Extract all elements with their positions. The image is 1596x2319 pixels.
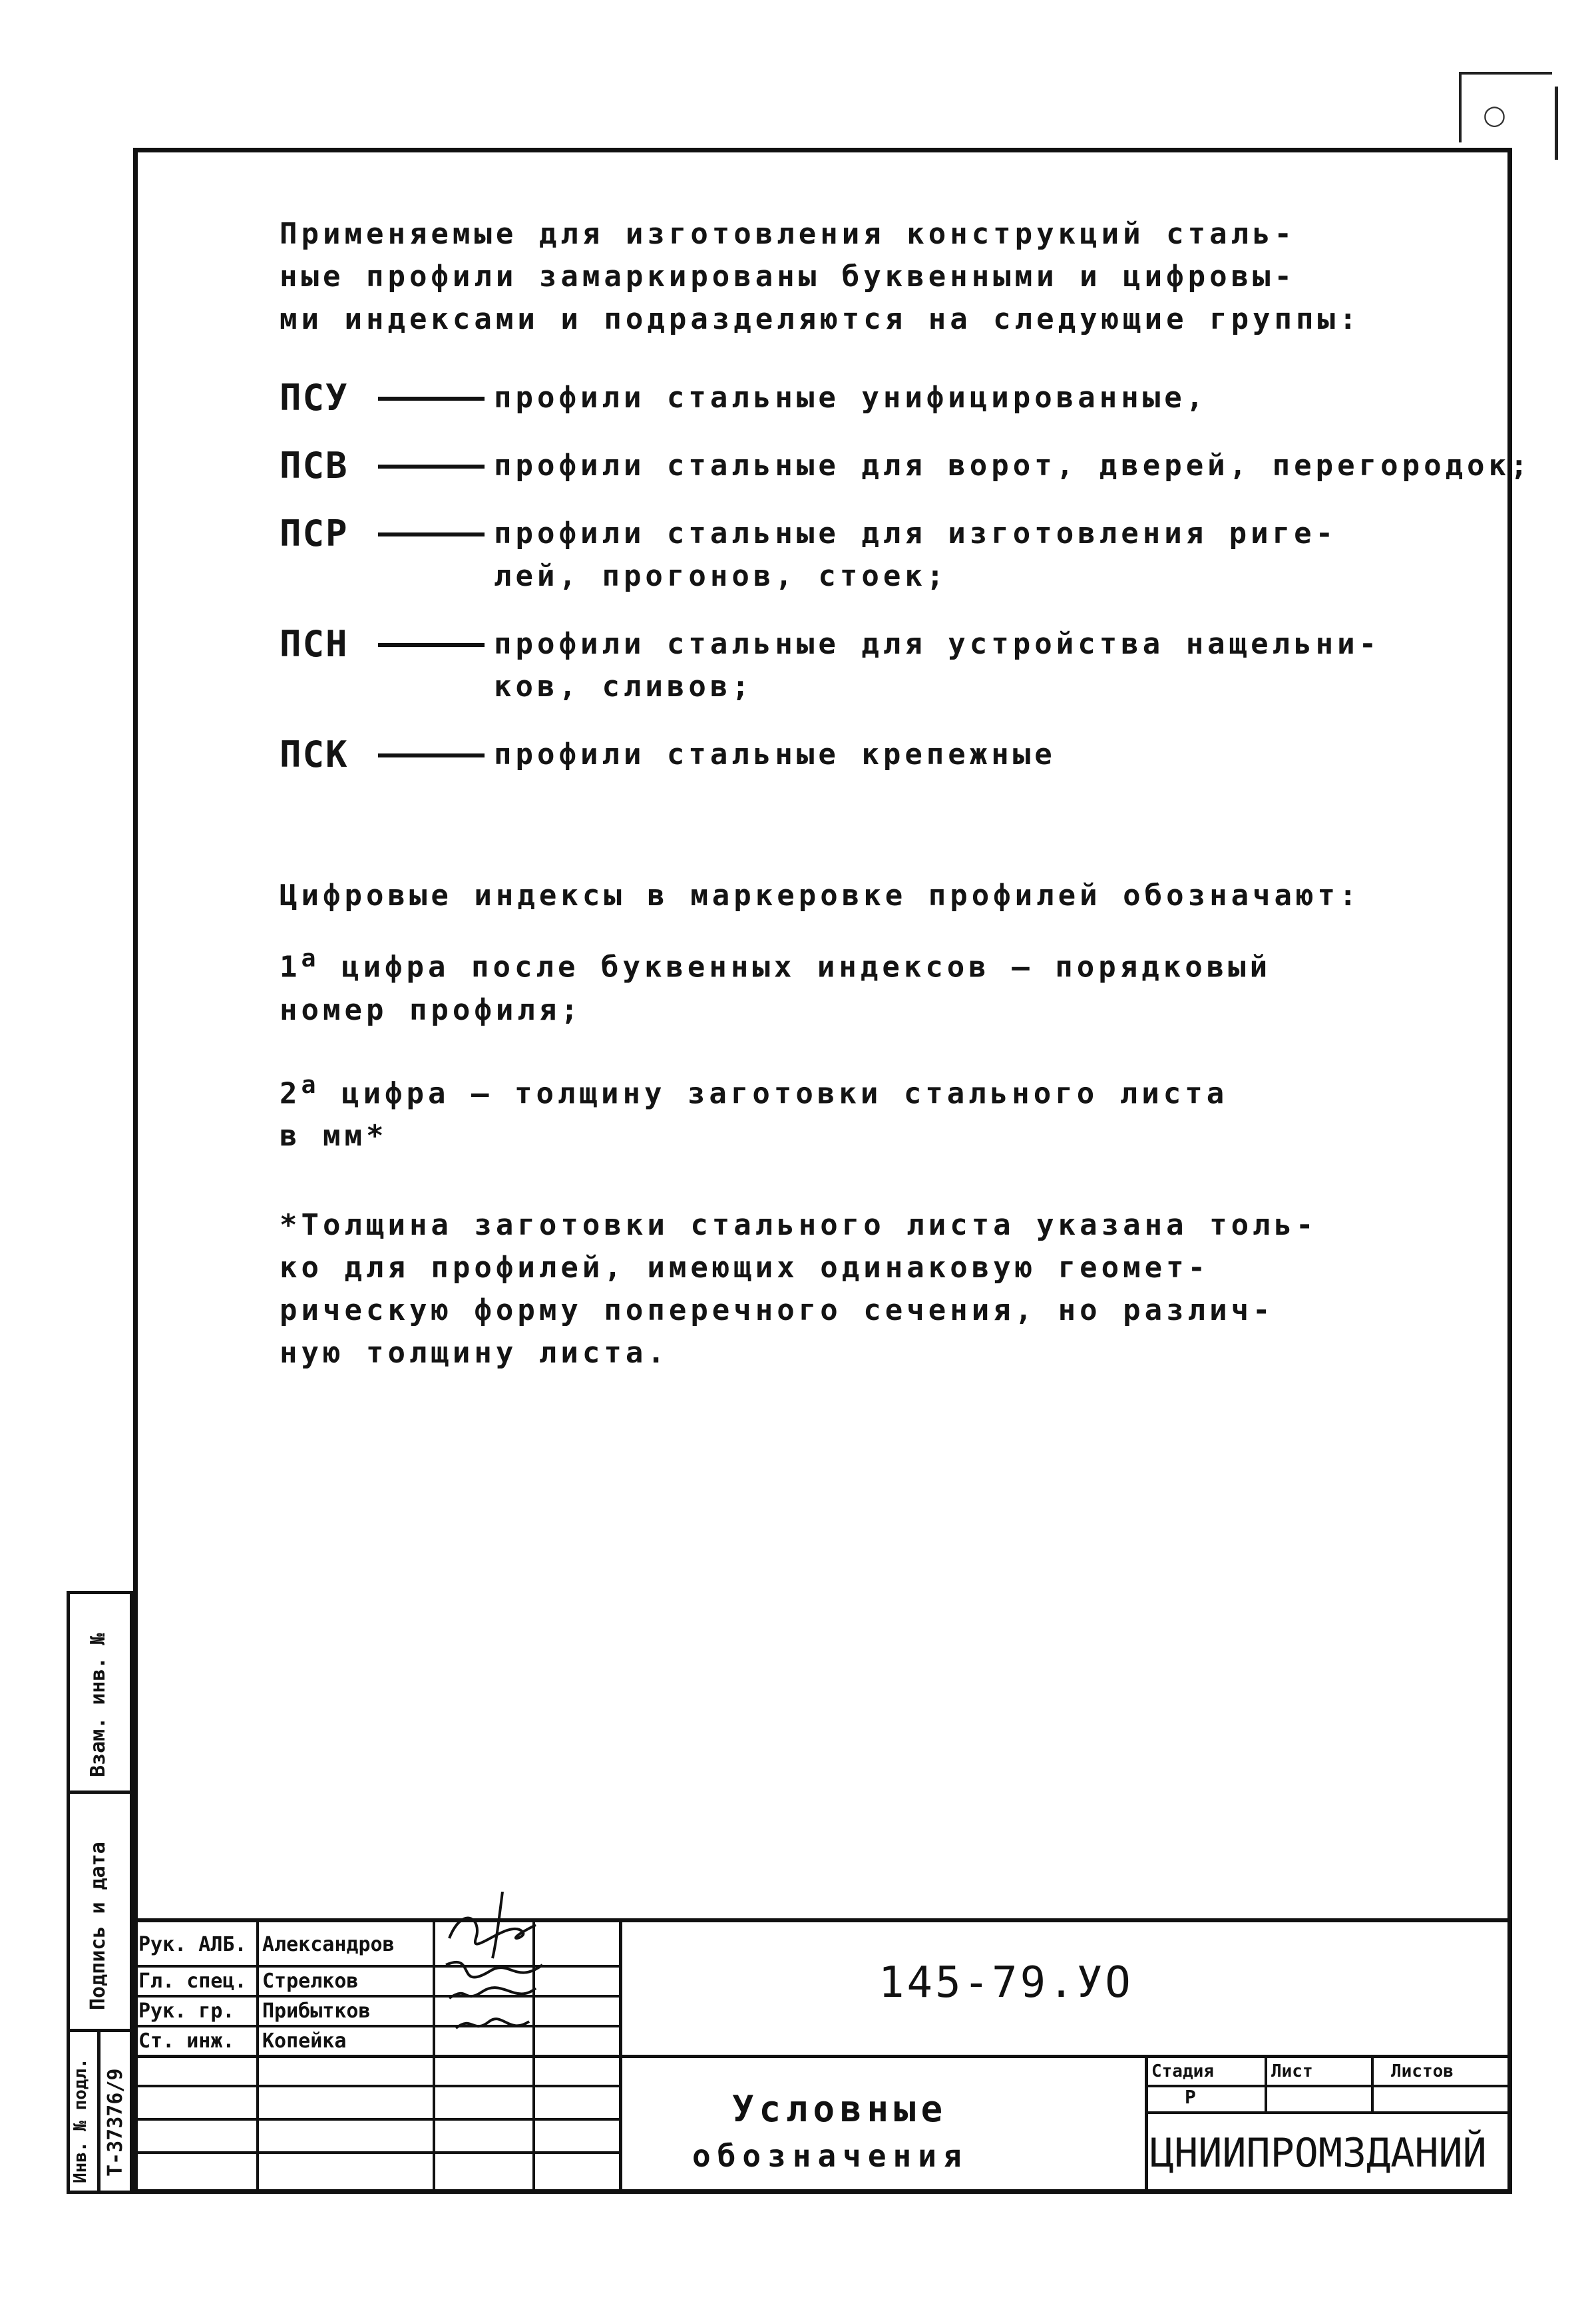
intro-line: Применяемые для изготовления конструкций сталь- [280, 217, 1297, 251]
signatures [436, 1892, 556, 2058]
name-4: Копейка [262, 2029, 347, 2053]
corner-mark: ○ [1483, 100, 1506, 130]
sheet-label: Лист [1271, 2061, 1313, 2081]
group-text: профили стальные унифицированные, [494, 381, 1208, 415]
dash [378, 643, 485, 647]
corner-tick [1555, 87, 1558, 160]
dash [378, 753, 485, 757]
role-3: Рук. гр. [138, 2000, 235, 2023]
title-line-1: Условные [732, 2088, 948, 2130]
footnote-line: ко для профилей, имеющих одинаковую геомет- [280, 1251, 1210, 1285]
digit-text: в мм* [280, 1119, 388, 1154]
footnote-line: рическую форму поперечного сечения, но различ- [280, 1293, 1275, 1328]
group-code: ПСР [280, 513, 349, 554]
name-2: Стрелков [262, 1970, 359, 1993]
group-code: ПСВ [280, 445, 349, 487]
intro-line: ные профили замаркированы буквенными и цифровы- [280, 260, 1297, 294]
notes-body [280, 213, 1532, 1374]
group-text: лей, прогонов, стоек; [494, 559, 948, 593]
digit-text: цифра — толщину заготовки стального листа [341, 1076, 1229, 1111]
side-divider [67, 1791, 133, 1794]
role-4: Ст. инж. [138, 2029, 235, 2053]
group-text: профили стальные для устройства нащельни- [494, 627, 1381, 661]
name-3: Прибытков [262, 2000, 371, 2023]
group-text: ков, сливов; [494, 670, 753, 704]
group-text: профили стальные для изготовления риге- [494, 517, 1338, 550]
group-text: профили стальные крепежные [494, 738, 1056, 771]
dash [378, 532, 485, 536]
name-1: Александров [262, 1933, 395, 1956]
digit-marker: 1 [280, 950, 301, 984]
digit-text: номер профиля; [280, 992, 582, 1027]
group-text: профили стальные для ворот, дверей, перегородок; [494, 449, 1532, 483]
dash [378, 465, 485, 469]
stage-value: Р [1185, 2086, 1196, 2108]
role-2: Гл. спец. [138, 1970, 247, 1993]
organization: ЦНИИПРОМЗДАНИЙ [1150, 2130, 1487, 2177]
side-vzam: Взам. инв. № [87, 1633, 110, 1777]
group-code: ПСК [280, 734, 349, 775]
group-code: ПСН [280, 623, 349, 665]
side-stamp [67, 1591, 133, 2194]
intro-line: ми индексами и подразделяются на следующие группы: [280, 302, 1361, 336]
digit-marker: 2 [280, 1076, 301, 1111]
stage-label: Стадия [1151, 2061, 1214, 2081]
side-inv-no: Т-37376/9 [104, 2068, 127, 2177]
group-psk [280, 734, 1532, 776]
side-divider [97, 2029, 100, 2194]
footnote-line: *Толщина заготовки стального листа указана толь- [280, 1208, 1318, 1243]
side-inv-label: Инв. № подл. [71, 2058, 91, 2183]
title-block [133, 1918, 1512, 2194]
doc-number: 145-79.УО [879, 1958, 1133, 2007]
dash [378, 397, 485, 401]
digit-item-1: 1$^a$ цифра после буквенных индексов — порядковый [280, 944, 1272, 984]
footnote-line: ную толщину листа. [280, 1336, 669, 1370]
group-psv [280, 445, 1532, 487]
digits-heading: Цифровые индексы в маркеровке профилей обозначают: [280, 879, 1361, 913]
role-1: Рук. АЛБ. [138, 1933, 247, 1956]
side-podpis: Подпись и дата [87, 1842, 110, 2010]
group-code: ПСУ [280, 377, 349, 419]
group-psr [280, 513, 1532, 598]
digit-item-2: 2$^a$ цифра — толщину заготовки стального листа [280, 1070, 1229, 1111]
group-psu [280, 377, 1532, 419]
sheets-label: Листов [1391, 2061, 1454, 2081]
title-line-2: обозначения [692, 2138, 968, 2174]
digit-text: цифра после буквенных индексов — порядковый [341, 950, 1272, 984]
group-psn [280, 623, 1532, 708]
